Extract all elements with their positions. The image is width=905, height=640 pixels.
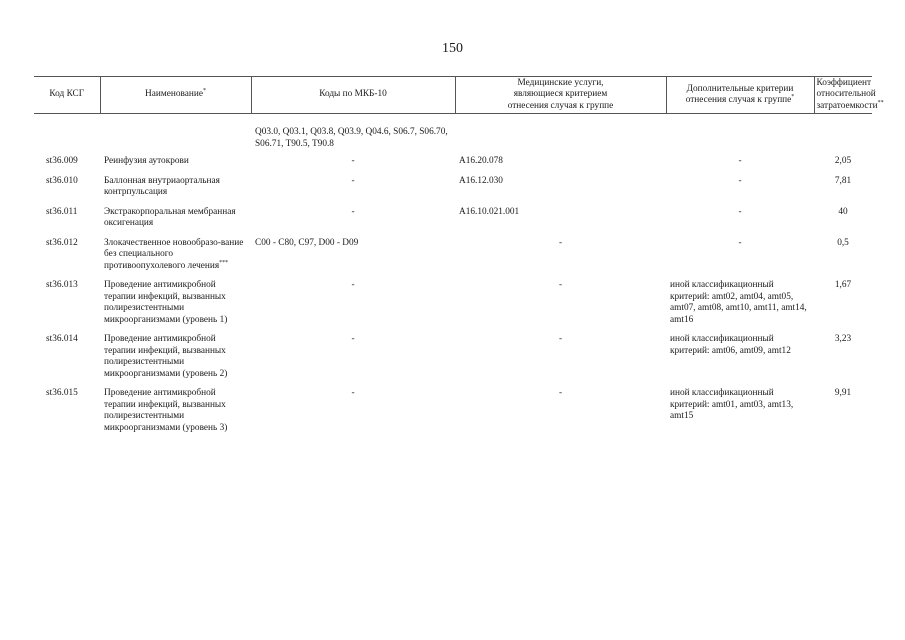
continuation-mkb: Q03.0, Q03.1, Q03.8, Q03.9, Q04.6, S06.7, S06.70, S06.71, T90.5, T90.8 xyxy=(255,127,448,149)
cell-extra: иной классификационный критерий: amt02, amt04, amt05, amt07, amt08, amt10, amt11, amt14, amt16 xyxy=(670,280,807,325)
page-number: 150 xyxy=(442,41,463,56)
ksg-table xyxy=(34,76,884,442)
cell-coef: 2,05 xyxy=(834,156,852,166)
table-row xyxy=(34,207,872,238)
table-row-continuation xyxy=(34,114,872,157)
cell-coef: 1,67 xyxy=(834,280,852,290)
cell-code: st36.014 xyxy=(46,334,78,344)
cell-mkb: - xyxy=(351,280,355,290)
cell-extra: иной классификационный критерий: amt01, amt03, amt13, amt15 xyxy=(670,388,794,421)
cell-services: A16.20.078 xyxy=(459,156,503,166)
table-row xyxy=(34,176,872,207)
cell-code: st36.009 xyxy=(46,156,78,166)
cell-mkb: - xyxy=(351,388,355,398)
cell-extra: иной классификационный критерий: amt06, amt09, amt12 xyxy=(670,334,791,356)
header-extra: Дополнительные критерии отнесения случая к группе* xyxy=(666,77,814,114)
cell-name: Баллонная внутриаортальная контрпульсация xyxy=(104,175,220,197)
cell-services: - xyxy=(558,334,563,344)
cell-services: - xyxy=(558,237,563,248)
header-services: Медицинские услуги, являющиеся критерием отнесения случая к группе xyxy=(455,77,666,114)
cell-services: A16.12.030 xyxy=(459,175,503,186)
cell-coef: 3,23 xyxy=(834,334,852,344)
cell-mkb: - xyxy=(351,175,355,186)
cell-name: Проведение антимикробной терапии инфекций, вызванных полирезистентными микроорганизмами (уровень 1) xyxy=(104,280,228,325)
cell-extra: - xyxy=(738,237,742,248)
cell-name: Злокачественное новообразо-вание без специального противоопухолевого лечения*** xyxy=(104,237,244,271)
table-header-row xyxy=(34,77,872,114)
cell-name: Проведение антимикробной терапии инфекций, вызванных полирезистентными микроорганизмами (уровень 2) xyxy=(104,334,228,379)
cell-mkb: - xyxy=(351,334,355,344)
table-row xyxy=(34,388,872,442)
cell-extra: - xyxy=(738,156,742,166)
cell-coef: 0,5 xyxy=(837,237,849,248)
cell-code: st36.015 xyxy=(46,388,78,398)
header-mkb: Коды по МКБ-10 xyxy=(251,77,455,114)
cell-coef: 9,91 xyxy=(834,388,852,398)
header-code: Код КСГ xyxy=(34,77,100,114)
cell-name: Реинфузия аутокрови xyxy=(104,156,189,166)
cell-services: - xyxy=(558,388,563,398)
cell-code: st36.012 xyxy=(46,237,78,248)
table-row xyxy=(34,280,872,334)
cell-code: st36.010 xyxy=(46,175,78,186)
cell-name: Проведение антимикробной терапии инфекций, вызванных полирезистентными микроорганизмами (уровень 3) xyxy=(104,388,228,433)
cell-code: st36.013 xyxy=(46,280,78,290)
header-coef: Коэффициент относительной затратоемкости** xyxy=(814,77,872,114)
cell-name: Экстракорпоральная мембранная оксигенация xyxy=(104,206,236,228)
cell-extra: - xyxy=(738,175,742,186)
cell-services: A16.10.021.001 xyxy=(459,206,520,217)
cell-mkb: - xyxy=(351,206,355,217)
cell-coef: 7,81 xyxy=(834,175,852,186)
table-row xyxy=(34,156,872,176)
header-name: Наименование* xyxy=(100,77,251,114)
cell-coef: 40 xyxy=(838,206,848,217)
cell-mkb: - xyxy=(351,156,355,166)
table-row xyxy=(34,238,872,281)
cell-services: - xyxy=(558,280,563,290)
cell-extra: - xyxy=(738,206,742,217)
table-row xyxy=(34,334,872,388)
cell-code: st36.011 xyxy=(46,206,78,217)
cell-mkb: C00 - C80, C97, D00 - D09 xyxy=(255,237,359,248)
